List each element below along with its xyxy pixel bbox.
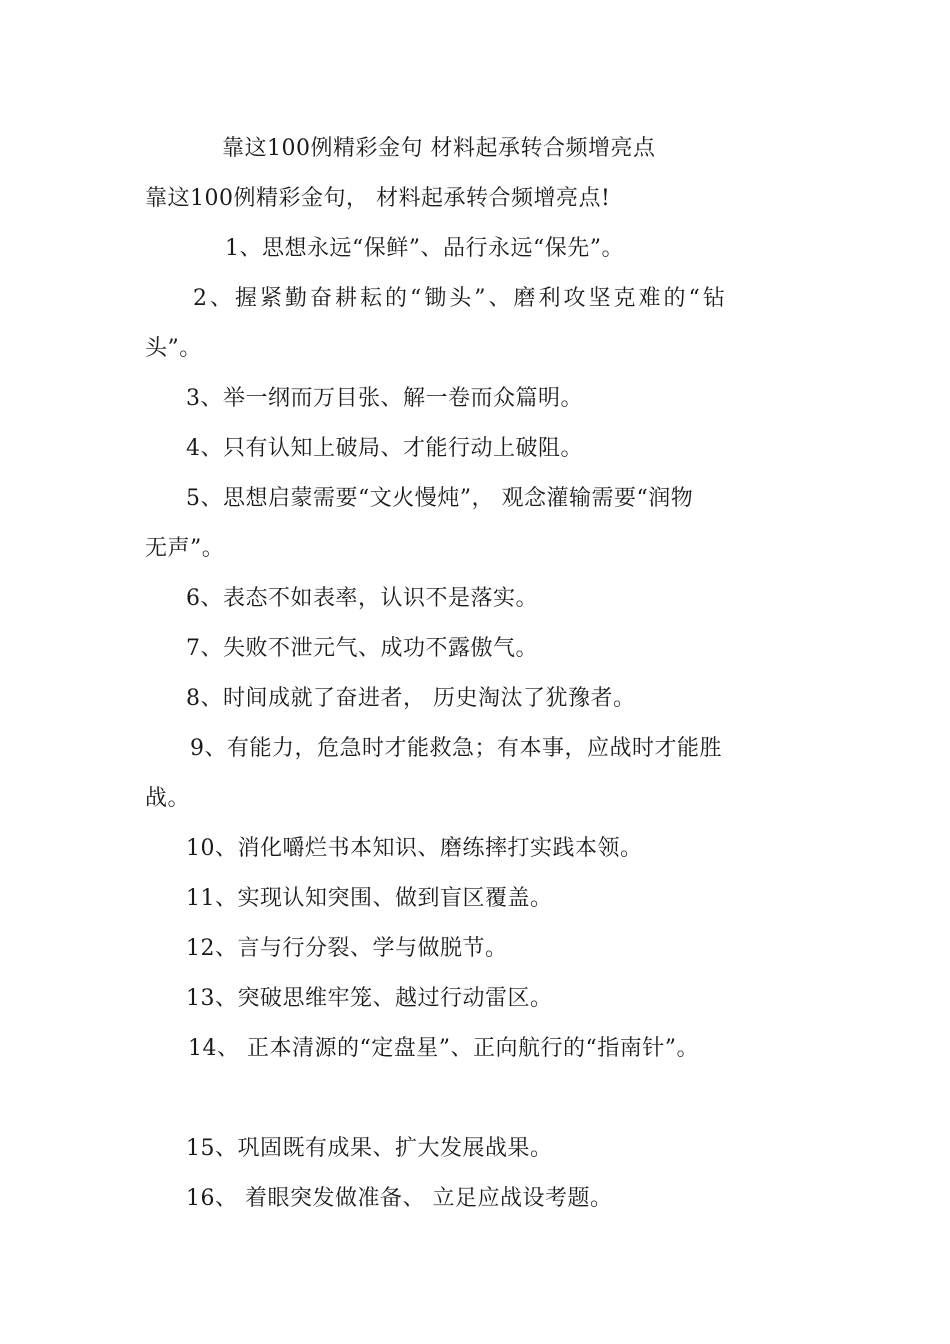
document-title: 靠这100例精彩金句 材料起承转合频增亮点 (222, 136, 656, 161)
list-item: 12、言与行分裂、学与做脱节。 (186, 936, 508, 961)
list-item: 4、只有认知上破局、才能行动上破阻。 (186, 436, 583, 461)
list-item-continuation: 战。 (145, 786, 191, 811)
list-item: 2、握紧勤奋耕耘的“锄头”、磨利攻坚克难的“钻 (193, 286, 728, 311)
list-item: 15、巩固既有成果、扩大发展战果。 (186, 1136, 553, 1161)
list-item: 10、消化嚼烂书本知识、磨练摔打实践本领。 (186, 836, 643, 861)
list-item: 1、思想永远“保鲜”、品行永远“保先”。 (225, 236, 624, 261)
list-item: 14、 正本清源的“定盘星”、正向航行的“指南针”。 (188, 1036, 699, 1061)
list-item: 11、实现认知突围、做到盲区覆盖。 (186, 886, 553, 911)
list-item: 8、时间成就了奋进者， 历史淘汰了犹豫者。 (186, 686, 636, 711)
document-subtitle: 靠这100例精彩金句， 材料起承转合频增亮点! (145, 186, 611, 211)
list-item: 6、表态不如表率，认识不是落实。 (186, 586, 538, 611)
list-item: 13、突破思维牢笼、越过行动雷区。 (186, 986, 553, 1011)
list-item-continuation: 无声”。 (145, 536, 225, 561)
list-item: 3、举一纲而万目张、解一卷而众篇明。 (186, 386, 583, 411)
list-item: 9、有能力，危急时才能救急；有本事，应战时才能胜 (190, 736, 722, 761)
list-item: 5、思想启蒙需要“文火慢炖”， 观念灌输需要“润物 (186, 486, 694, 511)
list-item: 7、失败不泄元气、成功不露傲气。 (186, 636, 538, 661)
list-item-continuation: 头”。 (145, 336, 202, 361)
list-item: 16、 着眼突发做准备、 立足应战设考题。 (186, 1186, 613, 1211)
